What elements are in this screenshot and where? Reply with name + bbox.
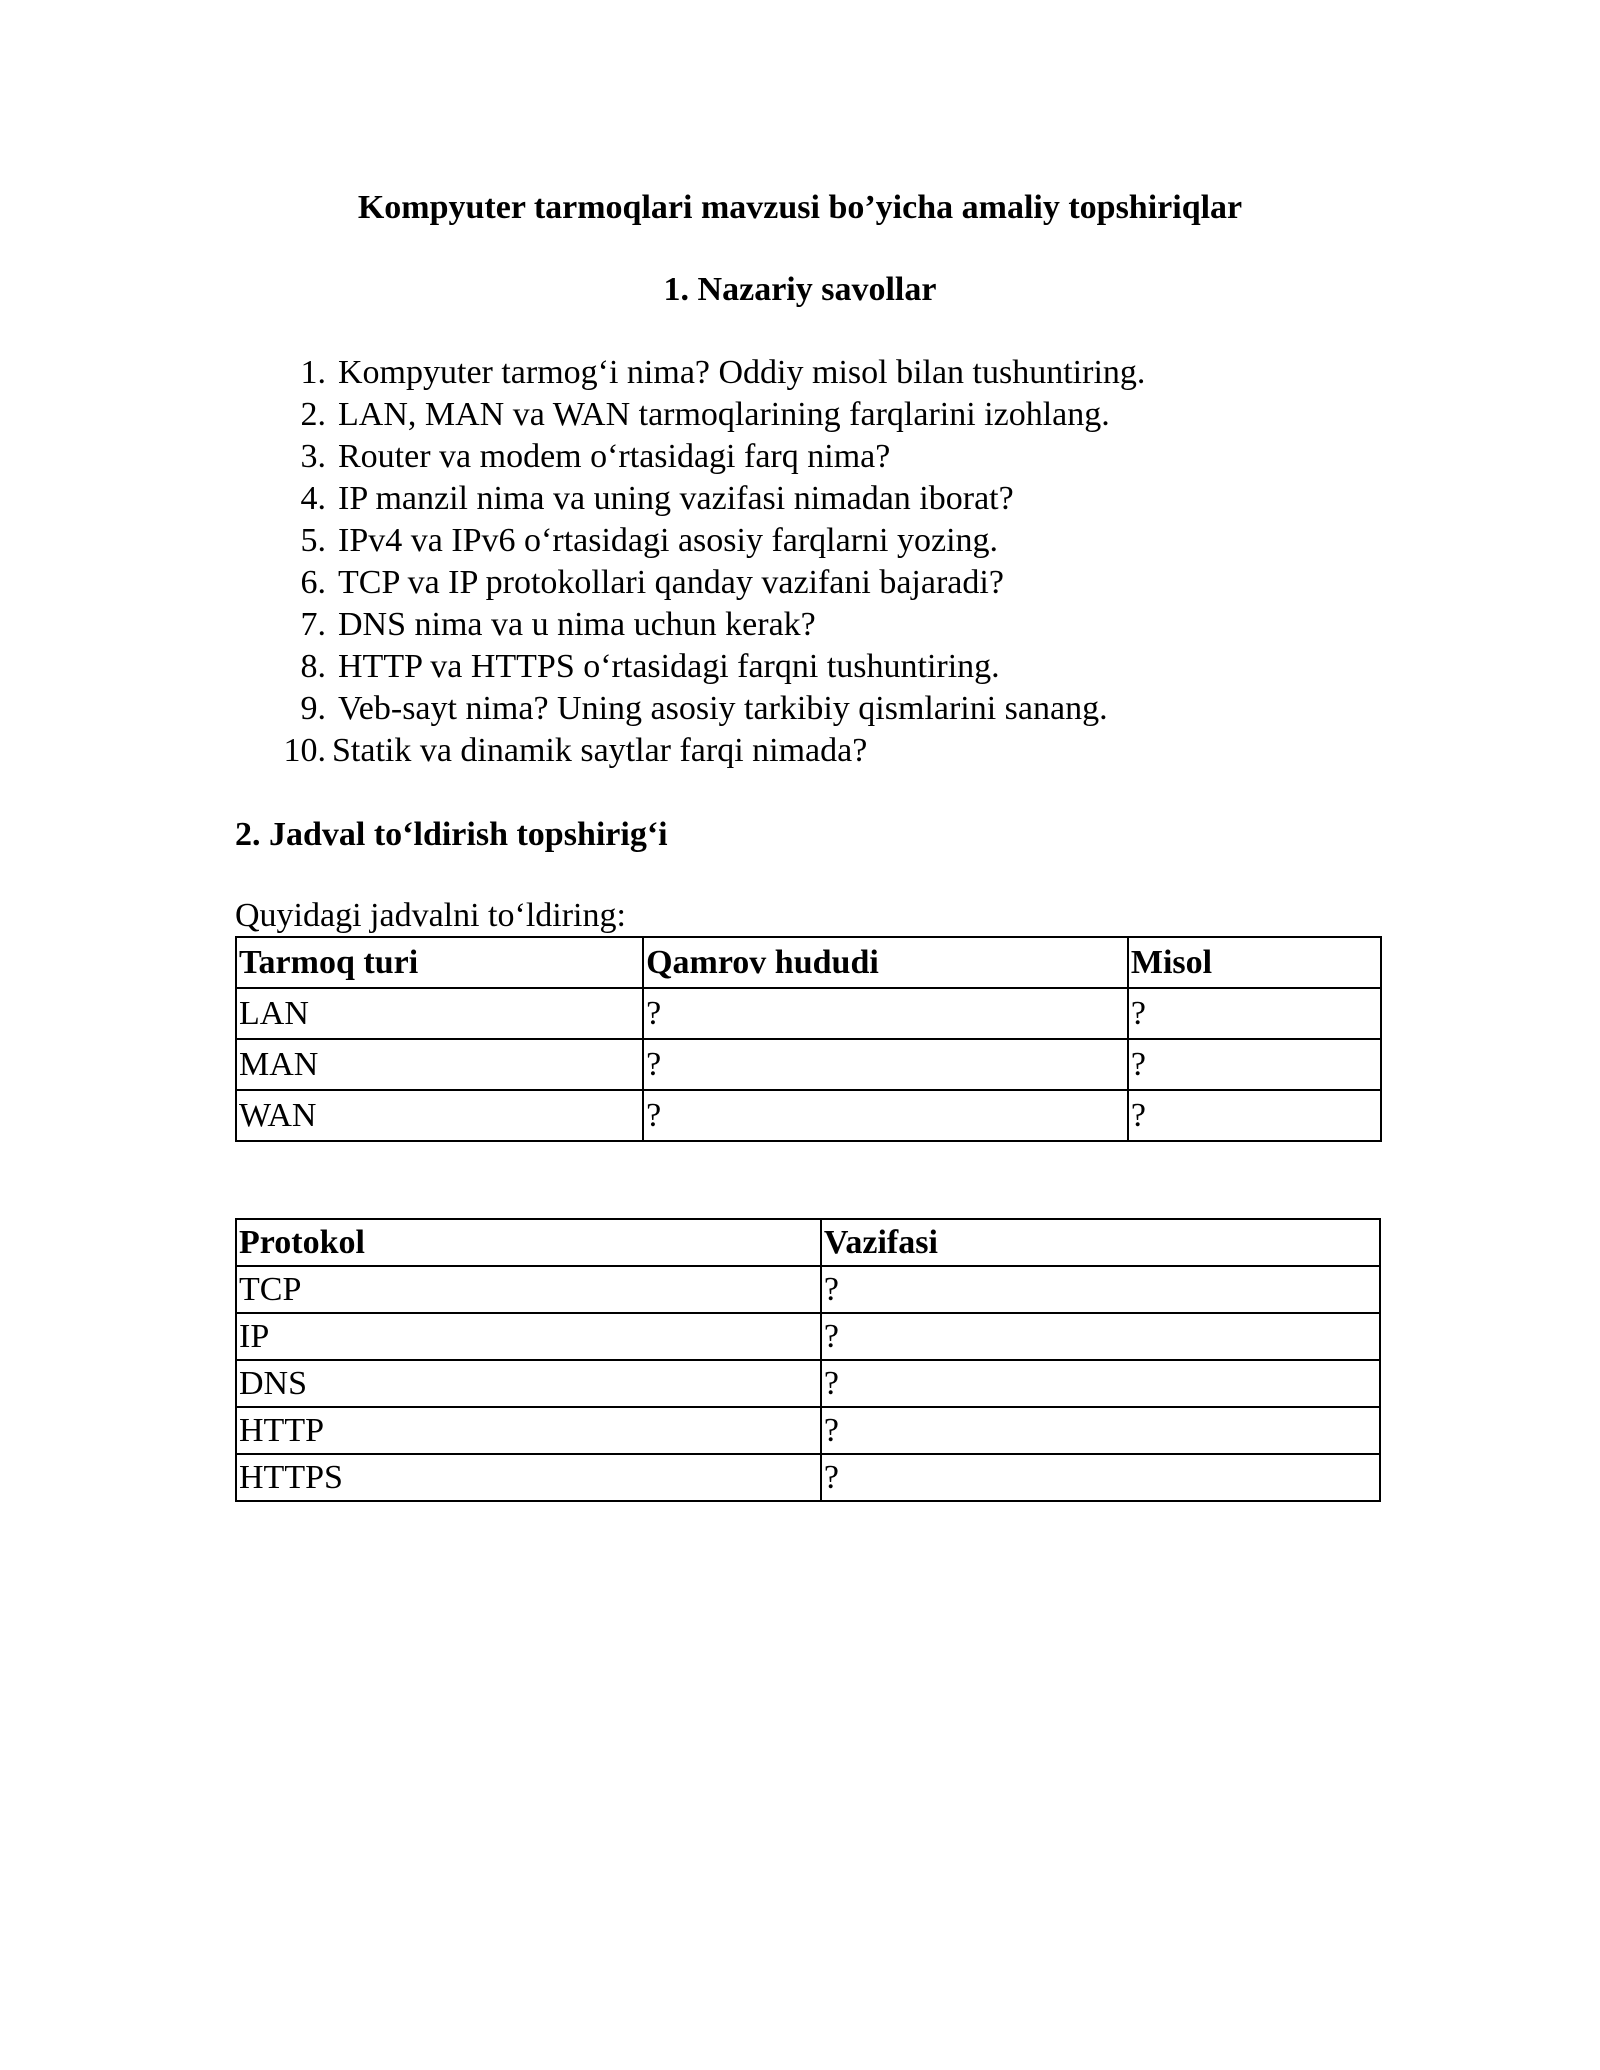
table-cell: ? bbox=[821, 1454, 1380, 1501]
table-cell: ? bbox=[1128, 1039, 1381, 1090]
question-text: LAN, MAN va WAN tarmoqlarining farqlarini izohlang. bbox=[338, 396, 1110, 433]
question-number: 10. bbox=[283, 732, 326, 769]
header-network-type: Tarmoq turi bbox=[236, 937, 643, 988]
table-cell: DNS bbox=[236, 1360, 821, 1407]
question-text: Router va modem o‘rtasidagi farq nima? bbox=[338, 438, 891, 475]
table-cell: ? bbox=[821, 1313, 1380, 1360]
table-cell: TCP bbox=[236, 1266, 821, 1313]
section-1-title: 1. Nazariy savollar bbox=[663, 271, 937, 308]
question-number: 5. bbox=[300, 522, 326, 559]
table-cell: MAN bbox=[236, 1039, 643, 1090]
table-row bbox=[236, 1407, 1380, 1454]
section-2-title: 2. Jadval to‘ldirish topshirig‘i bbox=[235, 816, 668, 853]
table-cell: ? bbox=[643, 1090, 1128, 1141]
table-cell: HTTPS bbox=[236, 1454, 821, 1501]
document-title: Kompyuter tarmoqlari mavzusi bo’yicha amaliy topshiriqlar bbox=[357, 189, 1243, 226]
question-item bbox=[270, 352, 1420, 394]
header-function: Vazifasi bbox=[821, 1219, 1380, 1266]
table-row bbox=[236, 1039, 1381, 1090]
table-cell: ? bbox=[1128, 1090, 1381, 1141]
question-item bbox=[270, 646, 1420, 688]
table-header-row bbox=[236, 937, 1381, 988]
question-text: IPv4 va IPv6 o‘rtasidagi asosiy farqlarni yozing. bbox=[338, 522, 999, 559]
question-number: 3. bbox=[300, 438, 326, 475]
question-number: 7. bbox=[300, 606, 326, 643]
table-cell: ? bbox=[643, 1039, 1128, 1090]
header-example: Misol bbox=[1128, 937, 1381, 988]
question-text: DNS nima va u nima uchun kerak? bbox=[338, 606, 816, 643]
question-text: Statik va dinamik saytlar farqi nimada? bbox=[332, 732, 868, 769]
network-types-table bbox=[235, 936, 1382, 1142]
question-number: 9. bbox=[300, 690, 326, 727]
table-row bbox=[236, 988, 1381, 1039]
table-cell: ? bbox=[821, 1266, 1380, 1313]
question-item bbox=[270, 520, 1420, 562]
table-header-row bbox=[236, 1219, 1380, 1266]
question-item bbox=[270, 562, 1420, 604]
question-text: TCP va IP protokollari qanday vazifani bajaradi? bbox=[338, 564, 1004, 601]
question-item bbox=[270, 604, 1420, 646]
table-cell: HTTP bbox=[236, 1407, 821, 1454]
table-row bbox=[236, 1360, 1380, 1407]
question-item bbox=[270, 394, 1420, 436]
table-cell: ? bbox=[821, 1360, 1380, 1407]
header-protocol: Protokol bbox=[236, 1219, 821, 1266]
question-item bbox=[270, 688, 1420, 730]
table-row bbox=[236, 1266, 1380, 1313]
protocols-table bbox=[235, 1218, 1381, 1502]
table-cell: ? bbox=[643, 988, 1128, 1039]
question-text: Kompyuter tarmog‘i nima? Oddiy misol bilan tushuntiring. bbox=[338, 354, 1146, 391]
question-item bbox=[270, 436, 1420, 478]
table-row bbox=[236, 1090, 1381, 1141]
question-text: IP manzil nima va uning vazifasi nimadan iborat? bbox=[338, 480, 1014, 517]
question-number: 8. bbox=[300, 648, 326, 685]
table-cell: LAN bbox=[236, 988, 643, 1039]
question-number: 1. bbox=[300, 354, 326, 391]
table-instruction: Quyidagi jadvalni to‘ldiring: bbox=[235, 897, 626, 934]
table-row bbox=[236, 1454, 1380, 1501]
question-number: 4. bbox=[300, 480, 326, 517]
header-coverage-area: Qamrov hududi bbox=[643, 937, 1128, 988]
question-text: Veb-sayt nima? Uning asosiy tarkibiy qismlarini sanang. bbox=[338, 690, 1108, 727]
question-item bbox=[270, 478, 1420, 520]
question-number: 6. bbox=[300, 564, 326, 601]
question-number: 2. bbox=[300, 396, 326, 433]
table-cell: ? bbox=[1128, 988, 1381, 1039]
question-item bbox=[270, 730, 1420, 772]
table-cell: IP bbox=[236, 1313, 821, 1360]
table-row bbox=[236, 1313, 1380, 1360]
table-cell: WAN bbox=[236, 1090, 643, 1141]
questions-list bbox=[270, 352, 1420, 772]
question-text: HTTP va HTTPS o‘rtasidagi farqni tushuntiring. bbox=[338, 648, 1000, 685]
table-cell: ? bbox=[821, 1407, 1380, 1454]
